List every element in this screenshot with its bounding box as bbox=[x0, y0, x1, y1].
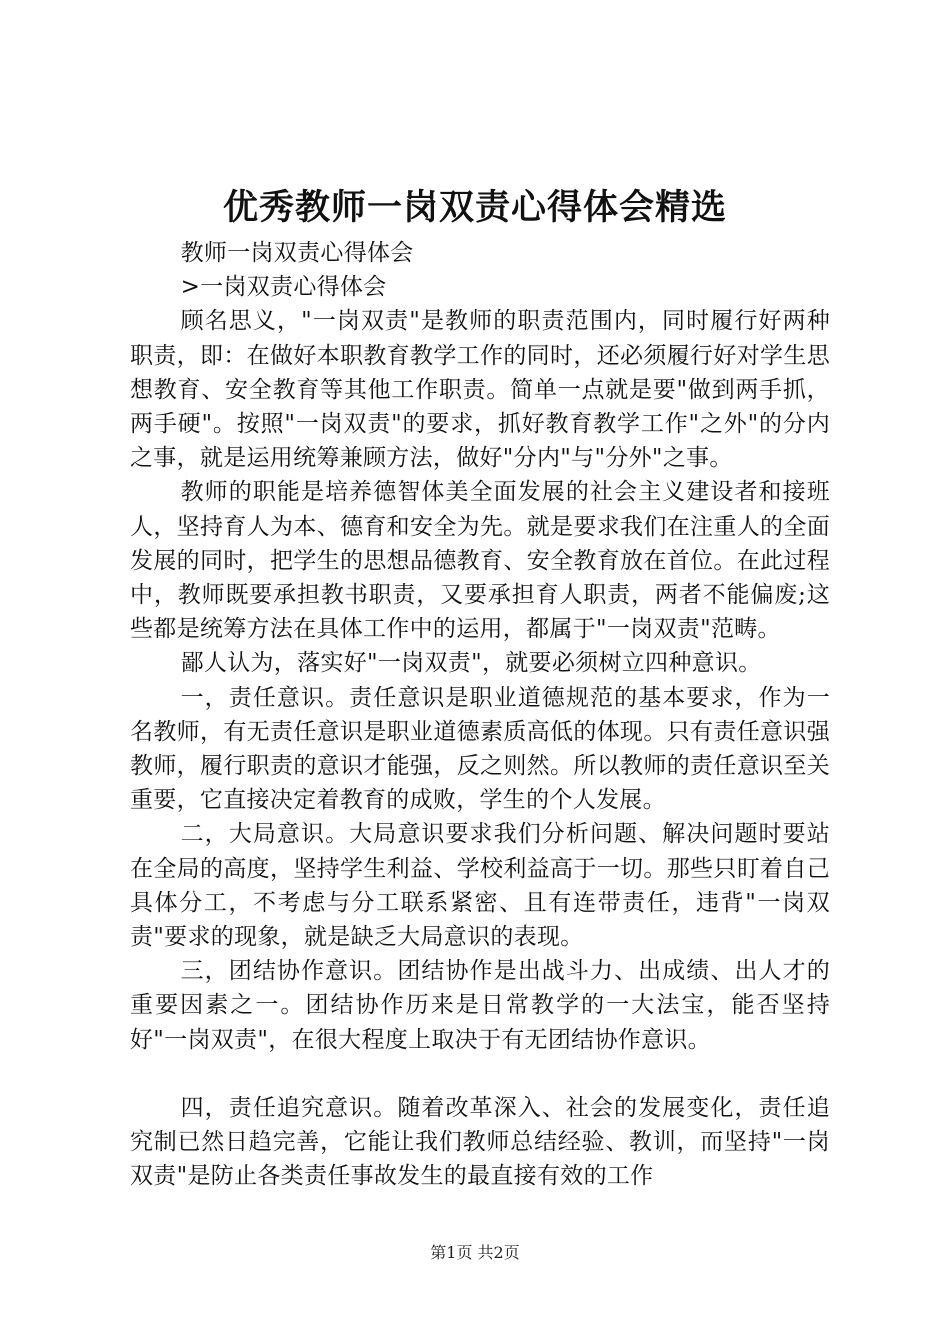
document-title: 优秀教师一岗双责心得体会精选 bbox=[222, 187, 727, 228]
body-paragraph: 顾名思义，"一岗双责"是教师的职责范围内，同时履行好两种职责，即：在做好本职教育教学工作的同时，还必须履行好对学生思想教育、安全教育等其他工作职责。简单一点就是要"做到两手抓，两手硬"。按照"一岗双责"的要求，抓好教育教学工作"之外"的分内之事，就是运用统筹兼顾方法，做好"分内"与"分外"之事。 bbox=[130, 308, 830, 472]
body-paragraph: 鄙人认为，落实好"一岗双责"，就要必须树立四种意识。 bbox=[180, 650, 762, 677]
body-paragraph: 一，责任意识。责任意识是职业道德规范的基本要求，作为一名教师，有无责任意识是职业道德素质高低的体现。只有责任意识强教师，履行职责的意识才能强，反之则然。所以教师的责任意识至关重要，它直接决定着教育的成败，学生的个人发展。 bbox=[130, 684, 830, 814]
body-paragraph: 四，责任追究意识。随着改革深入、社会的发展变化，责任追究制已然日趋完善，它能让我们教师总结经验、教训，而坚持"一岗双责"是防止各类责任事故发生的最直接有效的工作 bbox=[130, 1094, 830, 1190]
subtitle-line: 教师一岗双责心得体会 bbox=[180, 240, 414, 266]
section-heading-line: >一岗双责心得体会 bbox=[180, 274, 387, 301]
document-body bbox=[130, 236, 830, 1193]
body-paragraph: 教师的职能是培养德智体美全面发展的社会主义建设者和接班人，坚持育人为本、德育和安全为先。就是要求我们在注重人的全面发展的同时，把学生的思想品德教育、安全教育放在首位。在此过程中，教师既要承担教书职责，又要承担育人职责，两者不能偏废;这些都是统筹方法在具体工作中的运用，都属于"一岗双责"范畴。 bbox=[130, 479, 830, 643]
paragraph-spacer bbox=[130, 1057, 830, 1091]
page-number-footer: 第1页 共2页 bbox=[430, 1243, 520, 1262]
body-paragraph: 三，团结协作意识。团结协作是出战斗力、出成绩、出人才的重要因素之一。团结协作历来是日常教学的一大法宝，能否坚持好"一岗双责"，在很大程度上取决于有无团结协作意识。 bbox=[130, 958, 830, 1053]
body-paragraph: 二，大局意识。大局意识要求我们分析问题、解决问题时要站在全局的高度，坚持学生利益、学校利益高于一切。那些只盯着自己具体分工，不考虑与分工联系紧密、且有连带责任，违背"一岗双责"要求的现象，就是缺乏大局意识的表现。 bbox=[130, 821, 830, 951]
